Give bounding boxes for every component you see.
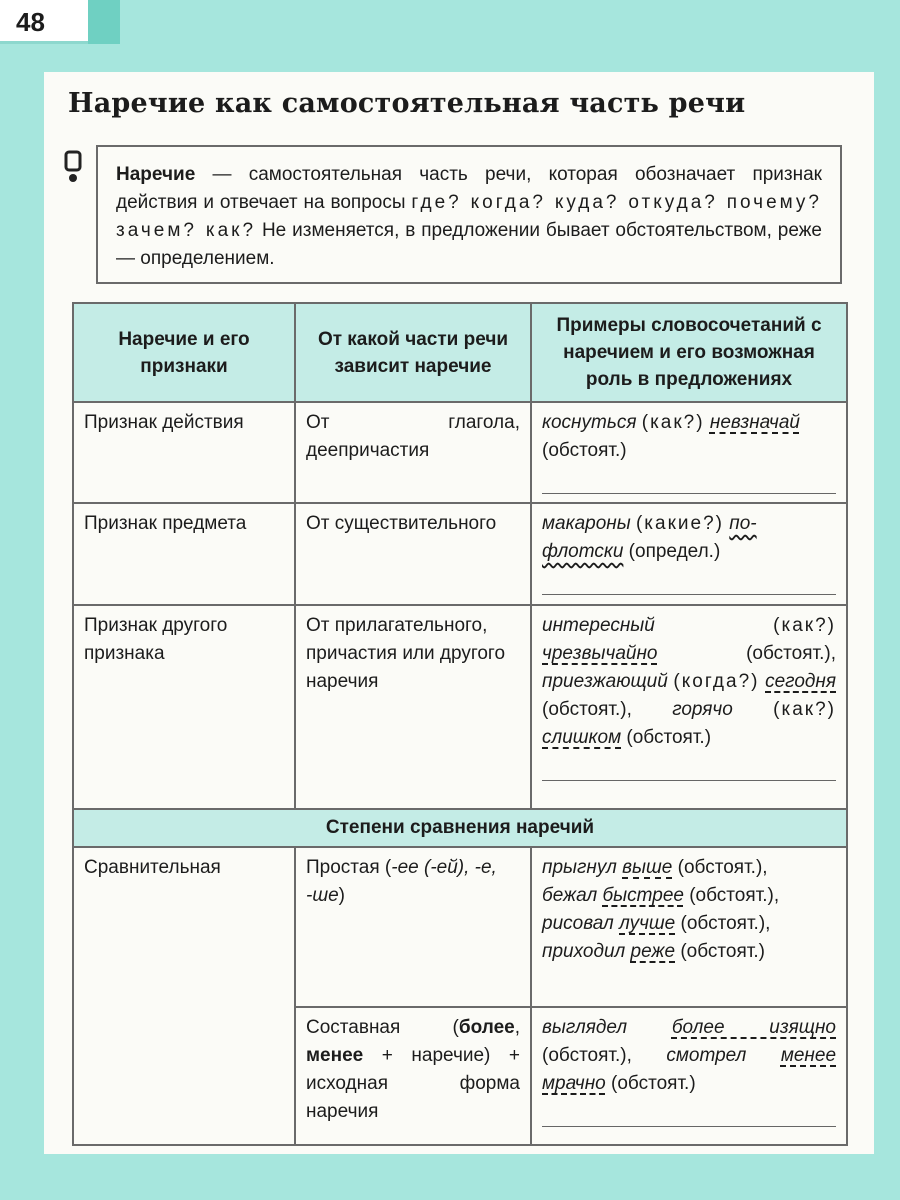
adverb: слишком	[542, 727, 622, 748]
header-feature: Наречие и его признаки	[73, 303, 295, 402]
write-line	[542, 1098, 836, 1127]
rule-marker-icon	[62, 150, 86, 184]
adverb-table	[72, 302, 848, 1146]
adverb: выше	[622, 857, 673, 878]
row-examples: коснуться (как?) невзначай (обстоят.)	[531, 402, 847, 503]
list-item: приходил реже (обстоят.)	[542, 941, 765, 962]
adverb: быстрее	[602, 885, 684, 906]
compound-form: Составная (более, менее + наречие) + исходная форма наречия	[295, 1007, 531, 1145]
header-examples: Примеры словосочетаний с наречием и его возможная роль в предложениях	[531, 303, 847, 402]
row-depends: От существительного	[295, 503, 531, 605]
page-title: Наречие как самостоятельная часть речи	[68, 88, 746, 119]
compound-examples: выглядел более изящно (обстоят.), смотрел менее мрачно (обстоят.)	[531, 1007, 847, 1145]
comparative-label: Сравнительная	[73, 847, 295, 1145]
adverb: лучше	[619, 913, 676, 934]
adverb: невзначай	[709, 412, 800, 433]
list-item: прыгнул выше (обстоят.),	[542, 857, 768, 878]
row-feature: Признак действия	[73, 402, 295, 503]
list-item: рисовал лучше (обстоят.),	[542, 913, 771, 934]
header-depends: От какой части речи зависит наречие	[295, 303, 531, 402]
adverb: чрезвычайно	[542, 643, 658, 664]
adverb: по-флотски	[542, 513, 757, 562]
page-number: 48	[0, 0, 88, 44]
row-depends: От глагола, деепричастия	[295, 402, 531, 503]
definition-term: Наречие	[116, 164, 196, 185]
list-item: бежал быстрее (обстоят.),	[542, 885, 780, 906]
write-line	[542, 566, 836, 595]
adverb: менее мрачно	[542, 1045, 837, 1094]
definition-box	[96, 145, 842, 284]
write-line	[542, 752, 836, 781]
adverb: реже	[630, 941, 676, 962]
table-row	[73, 847, 847, 1007]
table-row	[73, 605, 847, 809]
simple-examples	[531, 847, 847, 1007]
adverb: сегодня	[765, 671, 836, 692]
table-header-row	[73, 303, 847, 402]
row-depends: От прилагательного, причастия или другого наречия	[295, 605, 531, 809]
row-examples: интересный (как?) чрезвычайно (обстоят.), приезжающий (когда?) сегодня (обстоят.), горячо (как?) слишком (обстоят.)	[531, 605, 847, 809]
definition-questions: где? когда? куда? откуда? почему? зачем? как?	[116, 192, 822, 241]
row-examples: макароны (какие?) по-флотски (определ.)	[531, 503, 847, 605]
row-feature: Признак предмета	[73, 503, 295, 605]
page-tab-decoration	[88, 0, 120, 44]
table-row	[73, 503, 847, 605]
table-row	[73, 402, 847, 503]
adverb: более изящно	[671, 1017, 836, 1038]
write-line	[542, 465, 836, 494]
page-number-bar	[0, 0, 120, 44]
definition-text-2: Не изменяется, в предложении бывает обстоятельством, реже — определением.	[116, 220, 822, 269]
section-title: Степени сравнения наречий	[73, 809, 847, 847]
section-row	[73, 809, 847, 847]
simple-form: Простая (-ее (-ей), -е, -ше)	[295, 847, 531, 1007]
row-feature: Признак другого признака	[73, 605, 295, 809]
definition-text-1: — самостоятельная часть речи, которая обозначает признак действия и отвечает на вопросы	[116, 164, 822, 213]
